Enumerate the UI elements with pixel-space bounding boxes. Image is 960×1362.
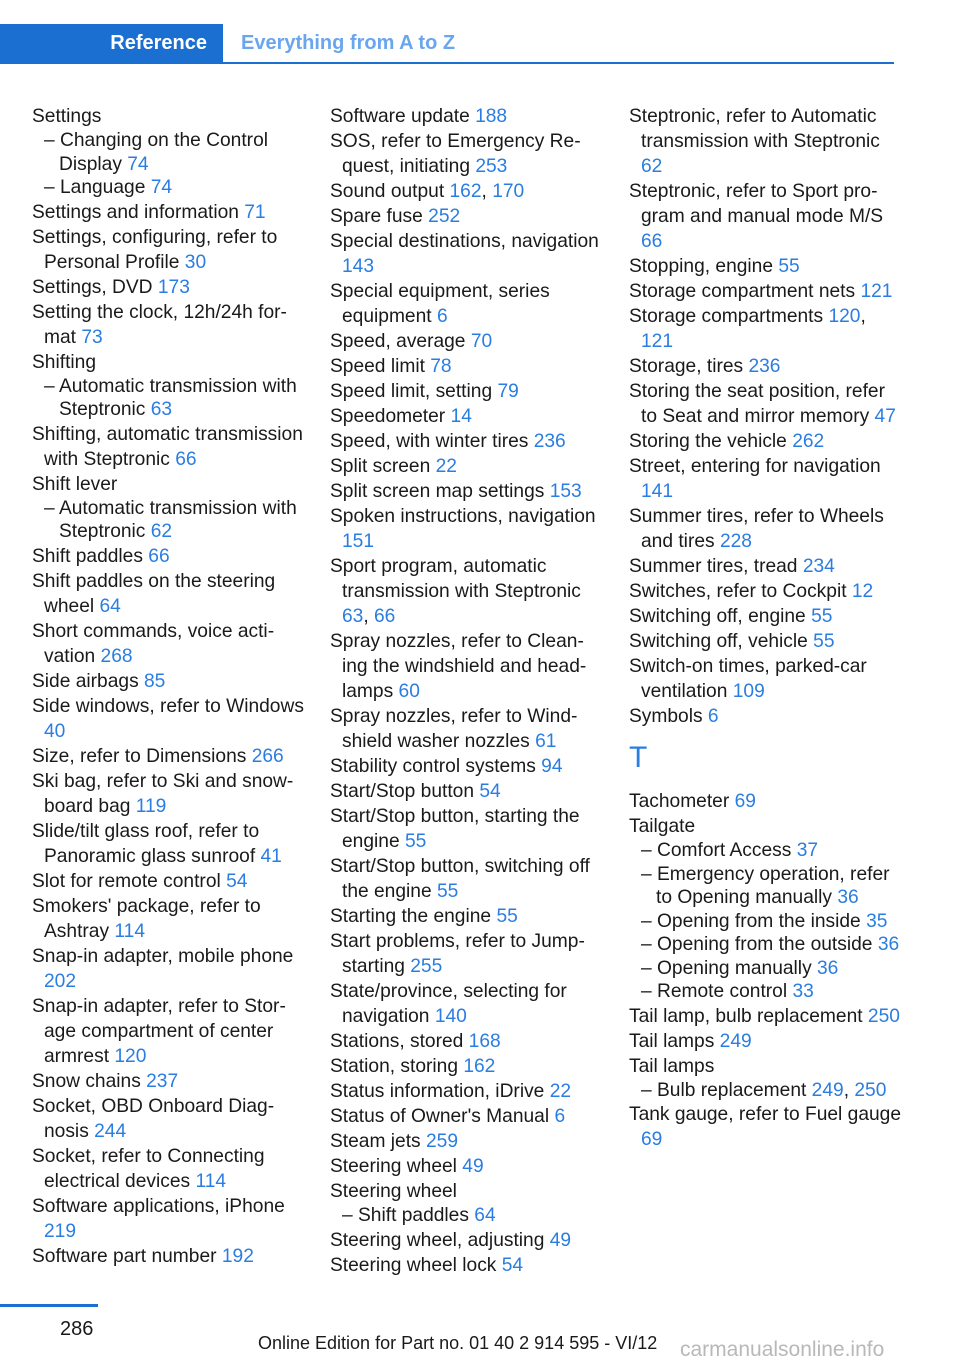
index-columns	[32, 104, 902, 1284]
entry-text: Software part number	[32, 1245, 217, 1267]
index-entry	[330, 1054, 602, 1079]
page-link[interactable]: 6	[554, 1106, 566, 1127]
index-entry	[330, 204, 602, 229]
entry-text: Speed, with winter tires	[330, 431, 529, 452]
index-subentry	[330, 1204, 602, 1228]
page-link[interactable]: 12	[851, 581, 874, 602]
page-link[interactable]: 55	[813, 631, 835, 652]
page-link[interactable]: 78	[430, 356, 452, 377]
index-entry	[32, 350, 304, 375]
index-entry	[32, 275, 304, 300]
page-link[interactable]: 55	[811, 606, 833, 627]
entry-text: Sound output	[330, 181, 445, 202]
index-entry	[330, 504, 602, 554]
entry-text: Spoken instructions, navigation	[330, 506, 596, 527]
index-entry	[629, 504, 901, 554]
page-link[interactable]: 6	[436, 306, 448, 327]
index-entry	[32, 1194, 304, 1244]
index-entry	[629, 1054, 901, 1079]
page-link[interactable]: 14	[450, 406, 472, 427]
index-entry	[330, 479, 602, 504]
page-link[interactable]: 36	[837, 887, 859, 908]
header-bar	[0, 24, 894, 64]
page-link[interactable]: 61	[535, 731, 557, 752]
entry-text: Software applications, iPhone	[32, 1195, 285, 1217]
index-entry: Sport program, automatic transmission with Steptronic 63, 66	[330, 556, 581, 627]
entry-text: – Changing on the Control Display	[44, 130, 269, 175]
page-link[interactable]: 119	[135, 795, 167, 817]
index-entry	[330, 1228, 602, 1253]
page-link[interactable]: 40	[44, 720, 66, 742]
index-entry: Sound output 162, 170	[330, 181, 525, 202]
page-link[interactable]: 74	[127, 153, 149, 175]
entry-text: Steering wheel	[330, 1181, 457, 1202]
page-link[interactable]: 151	[342, 531, 375, 552]
entry-text: Settings	[32, 106, 102, 127]
page-link[interactable]: 69	[641, 1129, 663, 1150]
page-link[interactable]: 55	[496, 906, 518, 927]
entry-text: Steering wheel	[330, 1156, 457, 1177]
page-link[interactable]: 55	[778, 256, 800, 277]
page-link[interactable]: 36	[877, 934, 900, 955]
entry-text: – Comfort Access	[641, 840, 792, 861]
index-entry	[32, 819, 304, 869]
index-subentry	[629, 957, 901, 981]
entry-text: Software update	[330, 106, 470, 127]
entry-text: – Opening manually	[641, 957, 812, 979]
entry-text: Stopping, engine	[629, 256, 774, 277]
index-entry	[629, 279, 901, 304]
entry-text: Switch-on times, parked-car ventilation	[629, 656, 867, 702]
index-entry	[32, 669, 304, 694]
page-link[interactable]: 66	[175, 448, 197, 470]
entry-text: Shifting	[32, 351, 96, 373]
index-entry	[330, 104, 602, 129]
page-link[interactable]: 244	[94, 1120, 127, 1142]
page-link[interactable]: 66	[374, 606, 396, 627]
page-link[interactable]: 33	[792, 981, 814, 1002]
page-link[interactable]: 192	[221, 1245, 254, 1267]
index-column-1	[32, 104, 304, 1269]
page-link[interactable]: 268	[100, 645, 133, 667]
index-column-2	[330, 104, 602, 1278]
entry-text: Steptronic, refer to Sport program and manual mode M/S	[629, 181, 884, 227]
tab-reference[interactable]: Reference	[0, 24, 223, 62]
entry-text: Storage compartment nets	[629, 281, 856, 302]
page-link[interactable]: 63	[150, 399, 173, 420]
entry-text: Speed limit	[330, 356, 425, 377]
index-entry	[32, 694, 304, 744]
index-subentry	[32, 375, 304, 422]
index-entry	[330, 804, 602, 854]
page-link[interactable]: 55	[436, 881, 459, 902]
entry-text: Snow chains	[32, 1070, 141, 1092]
page-link[interactable]: 37	[796, 840, 819, 861]
page-link[interactable]: 6	[707, 706, 719, 727]
entry-text: Summer tires, tread	[629, 556, 798, 577]
entry-text: Steering wheel lock	[330, 1254, 497, 1276]
index-entry	[629, 604, 901, 629]
index-subentry	[629, 839, 901, 863]
entry-text: Steptronic, refer to Automatic transmission with Steptronic	[629, 106, 880, 152]
index-entry	[629, 704, 901, 729]
index-entry	[32, 869, 304, 894]
page-link[interactable]: 64	[99, 595, 121, 617]
index-subentry	[32, 176, 304, 200]
index-entry	[32, 104, 304, 129]
index-entry	[32, 544, 304, 569]
page-link[interactable]: 140	[434, 1006, 467, 1027]
index-entry	[330, 379, 602, 404]
index-entry	[330, 979, 602, 1029]
page-link[interactable]: 85	[144, 670, 166, 692]
index-entry	[330, 929, 602, 979]
index-entry	[32, 1144, 304, 1194]
page-link[interactable]: 114	[195, 1170, 227, 1192]
page-link[interactable]: 22	[549, 1081, 572, 1102]
page-link[interactable]: 262	[792, 431, 825, 452]
index-entry: Storage compartments 120, 121	[629, 306, 866, 352]
entry-text: Shift paddles on the steering wheel	[32, 570, 276, 617]
index-entry	[330, 354, 602, 379]
entry-text: – Language	[44, 177, 146, 198]
index-entry	[629, 354, 901, 379]
entry-text: Tachometer	[629, 791, 730, 812]
page-link[interactable]: 170	[492, 181, 525, 202]
entry-text: Tail lamp, bulb replacement	[629, 1005, 863, 1027]
entry-text: Start/Stop button	[330, 781, 474, 802]
entry-text: Special equipment, series equipment	[330, 281, 550, 327]
index-entry	[629, 789, 901, 814]
index-entry	[629, 379, 901, 429]
page-link[interactable]: 41	[260, 845, 282, 867]
entry-text: Switches, refer to Cockpit	[629, 581, 847, 602]
entry-text: Settings, DVD	[32, 276, 153, 298]
page-link[interactable]: 153	[549, 481, 582, 502]
page-link[interactable]: 219	[44, 1220, 77, 1242]
index-entry	[330, 629, 602, 704]
page-link[interactable]: 162	[449, 181, 482, 202]
entry-text: Shift lever	[32, 473, 118, 495]
page-link[interactable]: 66	[148, 545, 170, 567]
index-entry	[330, 129, 602, 179]
page-link[interactable]: 121	[641, 331, 674, 352]
index-entry	[330, 754, 602, 779]
entry-text: Socket, OBD Onboard Diagnosis	[32, 1095, 275, 1142]
entry-text: Symbols	[629, 706, 703, 727]
index-entry	[32, 1244, 304, 1269]
page-link[interactable]: 228	[719, 531, 752, 552]
index-entry	[32, 422, 304, 472]
entry-text: – Automatic transmission with Steptronic	[44, 375, 297, 420]
entry-text: Storage compartments	[629, 306, 824, 327]
page-link[interactable]: 55	[404, 831, 427, 852]
index-entry	[330, 454, 602, 479]
page-link[interactable]: 237	[146, 1070, 179, 1092]
entry-text: Split screen	[330, 456, 431, 477]
page-link[interactable]: 54	[501, 1254, 524, 1276]
index-entry	[330, 229, 602, 279]
page-link[interactable]: 69	[734, 791, 756, 812]
index-entry	[629, 179, 901, 254]
entry-text: Speed, average	[330, 331, 466, 352]
index-entry	[330, 904, 602, 929]
edition-note: Online Edition for Part no. 01 40 2 914 595 - VI/12	[258, 1333, 658, 1353]
entry-text: – Automatic transmission with Steptronic	[44, 497, 297, 542]
page-link[interactable]: 94	[541, 756, 563, 777]
entry-text: – Remote control	[641, 981, 788, 1002]
page-link[interactable]: 60	[398, 681, 420, 702]
entry-text: Switching off, engine	[629, 606, 806, 627]
page-link[interactable]: 63	[342, 606, 364, 627]
entry-text: Steam jets	[330, 1131, 421, 1152]
entry-text: Street, entering for navigation	[629, 456, 881, 477]
index-entry	[32, 994, 304, 1069]
page-link[interactable]: 74	[150, 177, 173, 198]
entry-text: Spray nozzles, refer to Windshield washer nozzles	[330, 706, 578, 752]
index-entry	[32, 744, 304, 769]
entry-text: SOS, refer to Emergency Request, initiating	[330, 131, 581, 177]
entry-text: Storage, tires	[629, 356, 744, 377]
entry-text: Speed limit, setting	[330, 381, 493, 402]
entry-text: Steering wheel, adjusting	[330, 1229, 545, 1251]
page-link[interactable]: 73	[81, 326, 103, 348]
index-subentry	[629, 910, 901, 934]
page-link[interactable]: 120	[828, 306, 861, 327]
page-link[interactable]: 266	[251, 745, 284, 767]
page-link[interactable]: 120	[114, 1045, 147, 1067]
index-subentry	[629, 980, 901, 1004]
page-link[interactable]: 114	[114, 920, 145, 942]
page-link[interactable]: 47	[874, 406, 896, 427]
entry-text: Switching off, vehicle	[629, 631, 808, 652]
page-link[interactable]: 236	[748, 356, 781, 377]
entry-text: State/province, selecting for navigation	[330, 981, 567, 1027]
entry-text: Status of Owner's Manual	[330, 1106, 550, 1127]
entry-text: Settings and information	[32, 201, 239, 223]
index-entry	[330, 279, 602, 329]
index-entry	[629, 554, 901, 579]
page-link[interactable]: 202	[44, 970, 77, 992]
index-entry	[629, 1029, 901, 1054]
entry-text: Starting the engine	[330, 906, 492, 927]
page-link[interactable]: 173	[157, 276, 190, 298]
page-link[interactable]: 109	[732, 681, 765, 702]
page-link[interactable]: 255	[410, 956, 443, 977]
index-entry	[330, 779, 602, 804]
entry-text: Stations, stored	[330, 1031, 464, 1052]
index-subentry	[629, 863, 901, 910]
entry-text: Snap-in adapter, mobile phone	[32, 945, 294, 967]
index-subentry	[32, 497, 304, 544]
page-link[interactable]: 62	[641, 156, 663, 177]
entry-text: Spray nozzles, refer to Cleaning the windshield and headlamps	[330, 631, 587, 702]
index-entry	[32, 1069, 304, 1094]
page-link[interactable]: 234	[802, 556, 835, 577]
entry-text: Storing the vehicle	[629, 431, 787, 452]
page-number: 286	[60, 1318, 94, 1340]
index-entry	[629, 454, 901, 504]
entry-text: Smokers' package, refer to Ashtray	[32, 895, 261, 942]
entry-text: Short commands, voice activation	[32, 620, 275, 667]
index-subentry	[32, 129, 304, 176]
index-entry	[32, 472, 304, 497]
page-link[interactable]: 249	[719, 1030, 752, 1052]
entry-text: Tailgate	[629, 816, 696, 837]
entry-text: Tail lamps	[629, 1030, 715, 1052]
entry-text: Start/Stop button, switching off the engine	[330, 856, 590, 902]
page-link[interactable]: 188	[475, 106, 508, 127]
index-entry	[32, 200, 304, 225]
index-entry	[629, 254, 901, 279]
index-entry	[32, 769, 304, 819]
entry-text: Speedometer	[330, 406, 446, 427]
index-entry	[330, 704, 602, 754]
index-entry	[330, 1253, 602, 1278]
index-column-3	[629, 104, 901, 1152]
page-link[interactable]: 236	[533, 431, 566, 452]
entry-text: Setting the clock, 12h/24h format	[32, 301, 287, 348]
index-subentry	[629, 933, 901, 957]
page-link[interactable]: 79	[497, 381, 519, 402]
page-link[interactable]: 249	[811, 1079, 844, 1101]
page-link[interactable]: 143	[342, 256, 375, 277]
index-entry	[629, 1102, 901, 1152]
section-letter: T	[629, 741, 648, 774]
page-link[interactable]: 30	[184, 251, 207, 273]
page-link[interactable]: 162	[463, 1056, 496, 1077]
watermark: carmanualsonline.info	[680, 1338, 885, 1361]
page-link[interactable]: 121	[860, 281, 893, 302]
page-link[interactable]: 54	[226, 870, 248, 892]
entry-text: Special destinations, navigation	[330, 231, 599, 252]
entry-text: Tank gauge, refer to Fuel gauge	[629, 1104, 902, 1125]
entry-text: Snap-in adapter, refer to Storage compartment of center armrest	[32, 995, 286, 1067]
page-link[interactable]: 141	[641, 481, 674, 502]
entry-text: Side airbags	[32, 670, 139, 692]
index-entry	[629, 654, 901, 704]
index-entry	[629, 579, 901, 604]
index-entry	[32, 619, 304, 669]
entry-text: Sport program, automatic transmission with Steptronic	[330, 556, 581, 602]
entry-text: Slide/tilt glass roof, refer to Panoramic glass sunroof	[32, 820, 260, 867]
entry-text: Stability control systems	[330, 756, 536, 777]
index-entry	[32, 225, 304, 275]
entry-text: – Bulb replacement	[641, 1079, 807, 1101]
page-link[interactable]: 250	[854, 1079, 887, 1101]
entry-text: Start problems, refer to Jump-starting	[330, 931, 585, 977]
entry-text: Settings, configuring, refer to Personal Profile	[32, 226, 278, 273]
entry-text: Slot for remote control	[32, 870, 221, 892]
entry-text: Status information, iDrive	[330, 1081, 545, 1102]
entry-text: – Opening from the inside	[641, 910, 861, 932]
entry-text: Side windows, refer to Windows	[32, 695, 304, 717]
page-link[interactable]: 62	[150, 521, 173, 542]
page-link[interactable]: 253	[475, 156, 508, 177]
page-link[interactable]: 71	[244, 201, 266, 223]
index-entry	[330, 1029, 602, 1054]
index-entry	[330, 404, 602, 429]
page-link[interactable]: 168	[468, 1031, 501, 1052]
index-entry	[629, 429, 901, 454]
page-link[interactable]: 49	[549, 1229, 572, 1251]
index-entry	[32, 569, 304, 619]
index-entry	[330, 854, 602, 904]
entry-text: Ski bag, refer to Ski and snowboard bag	[32, 770, 294, 817]
entry-text: Spare fuse	[330, 206, 423, 227]
entry-text: – Opening from the outside	[641, 934, 873, 955]
index-subentry: – Bulb replacement 249, 250	[641, 1079, 887, 1101]
page-link[interactable]: 22	[435, 456, 457, 477]
entry-text: – Shift paddles	[342, 1205, 469, 1226]
index-entry	[629, 104, 901, 179]
entry-text: Split screen map settings	[330, 481, 545, 502]
footer-rule	[0, 1304, 98, 1307]
tab-section-title[interactable]: Everything from A to Z	[241, 32, 456, 54]
index-entry	[32, 894, 304, 944]
index-entry	[32, 944, 304, 994]
page-link[interactable]: 35	[866, 910, 888, 932]
page-link[interactable]: 66	[641, 231, 663, 252]
page-link[interactable]: 49	[462, 1156, 484, 1177]
index-entry	[629, 629, 901, 654]
page-link[interactable]: 64	[474, 1205, 496, 1226]
index-entry	[629, 814, 901, 839]
page-link[interactable]: 54	[479, 781, 501, 802]
entry-text: Summer tires, refer to Wheels and tires	[629, 506, 884, 552]
index-entry	[330, 1154, 602, 1179]
index-entry	[32, 300, 304, 350]
entry-text: Shifting, automatic transmission with Steptronic	[32, 423, 303, 470]
entry-text: Socket, refer to Connecting electrical devices	[32, 1145, 265, 1192]
entry-text: – Emergency operation, refer to Opening manually	[641, 863, 890, 908]
index-entry	[629, 1004, 901, 1029]
entry-text: Shift paddles	[32, 545, 143, 567]
index-entry	[330, 429, 602, 454]
entry-text: Tail lamps	[629, 1055, 715, 1077]
index-entry	[330, 1179, 602, 1204]
page-link[interactable]: 252	[428, 206, 461, 227]
page-link[interactable]: 36	[817, 957, 839, 979]
index-entry	[32, 1094, 304, 1144]
page-link[interactable]: 70	[470, 331, 493, 352]
entry-text: Size, refer to Dimensions	[32, 745, 247, 767]
page-link[interactable]: 259	[426, 1131, 459, 1152]
page-link[interactable]: 250	[867, 1005, 900, 1027]
entry-text: Start/Stop button, starting the engine	[330, 806, 580, 852]
entry-text: Storing the seat position, refer to Seat and mirror memory	[629, 381, 885, 427]
index-entry	[330, 1129, 602, 1154]
index-entry	[330, 1079, 602, 1104]
index-entry	[330, 1104, 602, 1129]
index-entry	[330, 329, 602, 354]
entry-text: Station, storing	[330, 1056, 458, 1077]
